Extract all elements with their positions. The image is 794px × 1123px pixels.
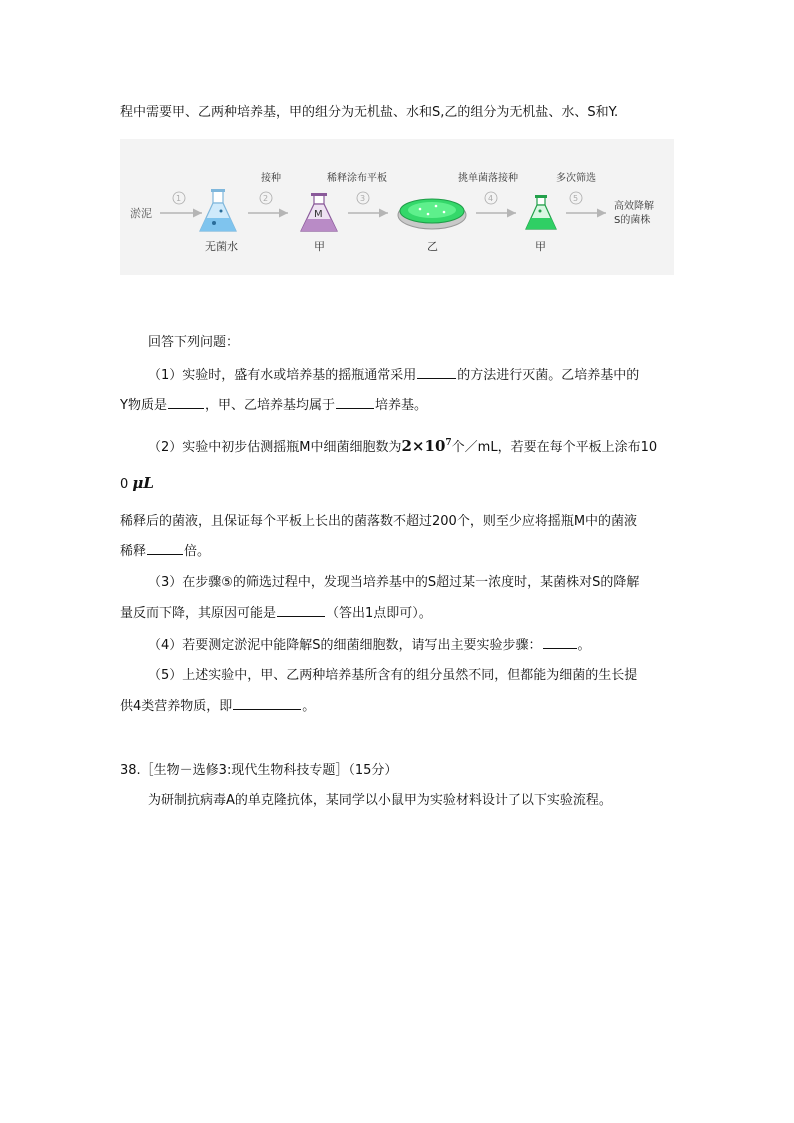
question-3-line-1: （3）在步骤⑤的筛选过程中，发现当培养基中的S超过某一浓度时，某菌株对S的降解	[148, 575, 640, 590]
petri-dish-icon	[398, 199, 466, 229]
answer-blank-3[interactable]	[277, 604, 325, 617]
vessel-label-1: 无菌水	[205, 240, 238, 253]
question-38-title: 38.［生物－选修3:现代生物科技专题］（15分）	[120, 763, 398, 778]
answer-blank-1b[interactable]	[168, 396, 204, 409]
step-3-label: 稀释涂布平板	[327, 173, 387, 184]
vessel-label-3: 乙	[427, 240, 438, 253]
step-5-label: 多次筛选	[556, 173, 596, 184]
end-label-2: S的菌株	[614, 215, 651, 226]
selection-flask-icon	[526, 195, 556, 229]
answer-blank-1a[interactable]	[417, 366, 456, 379]
svg-text:5: 5	[573, 194, 579, 203]
svg-text:3: 3	[360, 194, 366, 203]
answer-blank-1c[interactable]	[336, 396, 374, 409]
question-38-body: 为研制抗病毒A的单克隆抗体，某同学以小鼠甲为实验材料设计了以下实验流程。	[148, 793, 612, 808]
vessel-label-4: 甲	[535, 240, 546, 253]
step-2-label: 接种	[261, 173, 281, 184]
svg-text:2: 2	[263, 194, 269, 203]
question-5-line-2: 供4类营养物质，即 。	[120, 699, 316, 714]
question-2-line-2: 0 μL	[120, 474, 154, 492]
prompt-text: 回答下列问题：	[148, 335, 240, 350]
question-5-line-1: （5）上述实验中，甲、乙两种培养基所含有的组分虽然不同，但都能为细菌的生长提	[148, 668, 638, 683]
step-1-num: 1	[176, 194, 182, 203]
question-2-line-4: 稀释 倍。	[120, 544, 211, 559]
answer-blank-2[interactable]	[147, 542, 183, 555]
step-4-label: 挑单菌落接种	[458, 173, 518, 184]
experiment-flow-diagram	[120, 139, 674, 275]
microliter-unit: μL	[132, 474, 154, 492]
intro-text: 程中需要甲、乙两种培养基，甲的组分为无机盐、水和S,乙的组分为无机盐、水、S和Y.	[120, 105, 619, 120]
sterile-water-flask-icon	[200, 189, 236, 231]
end-label-1: 高效降解	[614, 201, 654, 212]
question-2-line-1: （2）实验中初步估测摇瓶M中细菌细胞数为$2\times 10^7$个／mL，若要在每个平板上涂布10	[148, 437, 658, 455]
flask-mark-m: M	[314, 209, 323, 220]
question-3-line-2: 量反而下降，其原因可能是 （答出1点即可）。	[120, 606, 432, 621]
question-4: （4）若要测定淤泥中能降解S的细菌细胞数，请写出主要实验步骤： 。	[148, 638, 591, 653]
svg-text:4: 4	[488, 194, 494, 203]
question-1-line-2: Y物质是 ，甲、乙培养基均属于 培养基。	[120, 398, 427, 413]
question-1-line-1: （1）实验时，盛有水或培养基的摇瓶通常采用 的方法进行灭菌。乙培养基中的	[148, 368, 640, 383]
answer-blank-5[interactable]	[233, 697, 301, 710]
medium-jia-flask-icon	[301, 193, 337, 231]
cell-count-value: $2\times 10^7$	[401, 437, 452, 455]
vessel-label-2: 甲	[314, 240, 325, 253]
start-label: 淤泥	[130, 207, 152, 220]
answer-blank-4[interactable]	[543, 636, 577, 649]
question-2-line-3: 稀释后的菌液，且保证每个平板上长出的菌落数不超过200个，则至少应将摇瓶M中的菌液	[120, 514, 638, 529]
